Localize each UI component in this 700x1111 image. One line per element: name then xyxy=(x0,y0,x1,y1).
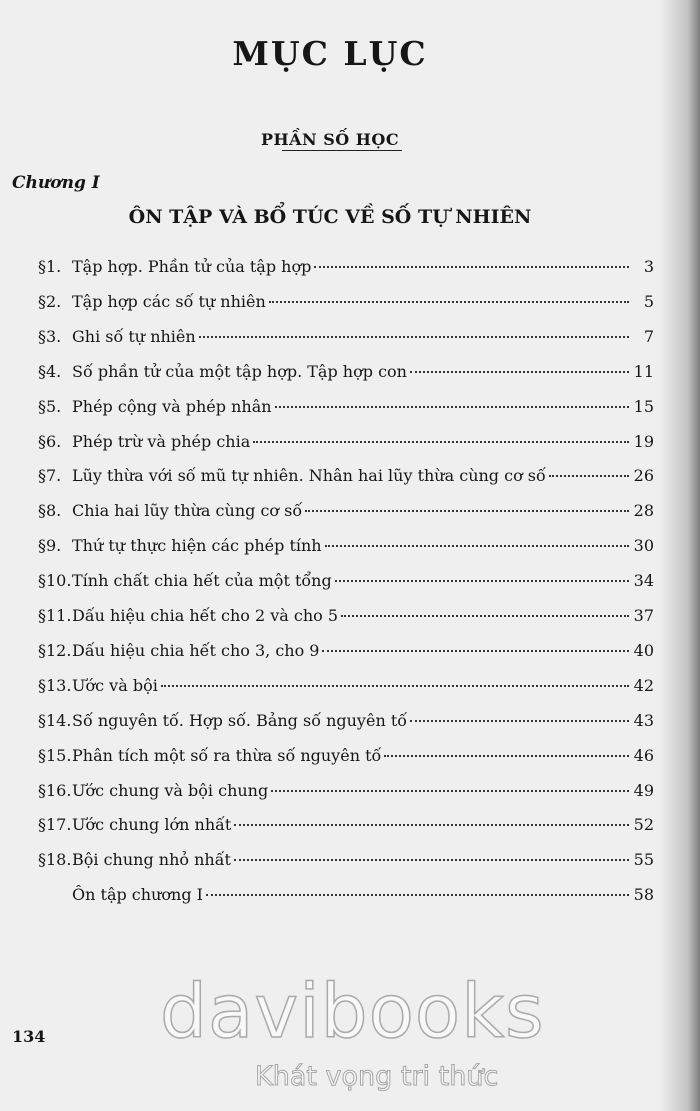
toc-entry-number: §7. xyxy=(38,466,62,485)
toc-row xyxy=(38,324,654,348)
toc-leader-dots xyxy=(271,774,629,792)
toc-entry-number: §12. xyxy=(38,641,72,660)
toc-leader-dots xyxy=(410,355,629,373)
toc-entry-page: 40 xyxy=(633,641,654,660)
toc-entry-title: Thứ tự thực hiện các phép tính xyxy=(72,536,322,555)
toc-entry-title: Dấu hiệu chia hết cho 3, cho 9 xyxy=(72,641,320,660)
toc-entry-page: 49 xyxy=(633,781,654,800)
toc-entry-title: Ghi số tự nhiên xyxy=(72,327,196,346)
toc-entry-page: 3 xyxy=(643,257,654,276)
toc-entry-number: §18. xyxy=(38,850,72,869)
page-number: 134 xyxy=(12,1027,46,1046)
toc-entry-number: §1. xyxy=(38,257,62,276)
toc-entry-number: §16. xyxy=(38,781,72,800)
toc-row xyxy=(38,603,654,627)
toc-entry-number: §17. xyxy=(38,815,72,834)
toc-row xyxy=(38,812,654,836)
toc-row xyxy=(38,778,654,802)
toc-row xyxy=(38,708,654,732)
toc-row xyxy=(38,498,654,522)
toc-entry-number: §15. xyxy=(38,746,72,765)
toc-leader-dots xyxy=(549,459,629,477)
toc-entry-page: 28 xyxy=(633,501,654,520)
toc-row xyxy=(38,568,654,592)
toc-entry-number: §14. xyxy=(38,711,72,730)
toc-leader-dots xyxy=(161,669,629,687)
toc-entry-title: Phép cộng và phép nhân xyxy=(72,397,272,416)
toc-entry-page: 58 xyxy=(633,885,654,904)
toc-entry-number: §13. xyxy=(38,676,72,695)
toc-entry-number: §5. xyxy=(38,397,62,416)
toc-entry-title: Bội chung nhỏ nhất xyxy=(72,850,231,869)
toc-entry-page: 46 xyxy=(633,746,654,765)
toc-row xyxy=(38,847,654,871)
toc-row xyxy=(38,394,654,418)
toc-entry-page: 7 xyxy=(643,327,654,346)
chapter-label: Chương I xyxy=(12,173,100,193)
toc-entry-page: 43 xyxy=(633,711,654,730)
toc-row xyxy=(38,359,654,383)
toc-row xyxy=(38,429,654,453)
toc-leader-dots xyxy=(199,320,629,338)
toc-entry-title: Dấu hiệu chia hết cho 2 và cho 5 xyxy=(72,606,339,625)
toc-entry-number: §2. xyxy=(38,292,62,311)
toc-leader-dots xyxy=(325,529,629,547)
section-heading: PHẦN SỐ HỌC xyxy=(260,130,400,149)
toc-entry-number: §3. xyxy=(38,327,62,346)
toc-entry-page: 52 xyxy=(633,815,654,834)
toc-entry-title: Phân tích một số ra thừa số nguyên tố xyxy=(72,746,382,765)
toc-entry-page: 34 xyxy=(633,571,654,590)
toc-entry-title: Tính chất chia hết của một tổng xyxy=(72,571,332,590)
toc-entry-number: §10. xyxy=(38,571,72,590)
watermark-slogan-text: Khát vọng tri thức xyxy=(255,1061,499,1092)
toc-leader-dots xyxy=(206,878,629,896)
toc-leader-dots xyxy=(234,808,629,826)
toc-entry-title: Ước chung và bội chung xyxy=(72,781,269,800)
toc-entry-title: Số phần tử của một tập hợp. Tập hợp con xyxy=(72,362,407,381)
toc-entry-page: 5 xyxy=(643,292,654,311)
toc-entry-title: Tập hợp các số tự nhiên xyxy=(72,292,266,311)
watermark-slogan xyxy=(255,1060,575,1094)
toc-entry-page: 37 xyxy=(633,606,654,625)
toc-row xyxy=(38,289,654,313)
toc-entry-page: 30 xyxy=(633,536,654,555)
toc-row xyxy=(38,638,654,662)
toc-entry-title: Số nguyên tố. Hợp số. Bảng số nguyên tố xyxy=(72,711,408,730)
watermark-logo xyxy=(160,969,545,1055)
toc-entry-number: §6. xyxy=(38,432,62,451)
page-title: MỤC LỤC xyxy=(232,34,428,73)
toc-entry-title: Ước chung lớn nhất xyxy=(72,815,232,834)
toc-leader-dots xyxy=(322,634,629,652)
toc-row xyxy=(38,673,654,697)
toc-row xyxy=(38,463,654,487)
toc-entry-page: 55 xyxy=(633,850,654,869)
toc-entry-title: Lũy thừa với số mũ tự nhiên. Nhân hai lũy thừa cùng cơ số xyxy=(72,466,546,485)
toc-row xyxy=(38,533,654,557)
toc-entry-title: Chia hai lũy thừa cùng cơ số xyxy=(72,501,303,520)
toc-leader-dots xyxy=(253,425,629,443)
toc-entry-page: 11 xyxy=(633,362,654,381)
toc-entry-page: 42 xyxy=(633,676,654,695)
toc-leader-dots xyxy=(275,390,629,408)
toc-leader-dots xyxy=(305,494,629,512)
page-binding-shadow xyxy=(660,0,700,1111)
toc-leader-dots xyxy=(384,739,629,757)
toc-entry-number: §8. xyxy=(38,501,62,520)
toc-entry-number: §9. xyxy=(38,536,62,555)
toc-leader-dots xyxy=(269,285,629,303)
toc-entry-page: 15 xyxy=(633,397,654,416)
toc-row xyxy=(38,254,654,278)
toc-entry-title: Ước và bội xyxy=(72,676,158,695)
toc-row xyxy=(38,743,654,767)
toc-leader-dots xyxy=(341,599,629,617)
section-underline xyxy=(282,150,402,151)
toc-leader-dots xyxy=(314,250,629,268)
toc-entry-title: Tập hợp. Phần tử của tập hợp xyxy=(72,257,312,276)
toc-entry-page: 26 xyxy=(633,466,654,485)
toc-entry-number: §11. xyxy=(38,606,72,625)
watermark-logo-text: davibooks xyxy=(160,969,545,1055)
toc-entry-number: §4. xyxy=(38,362,62,381)
toc-entry-page: 19 xyxy=(633,432,654,451)
toc-entry-title: Ôn tập chương I xyxy=(72,885,203,904)
toc-leader-dots xyxy=(335,564,629,582)
chapter-title: ÔN TẬP VÀ BỔ TÚC VỀ SỐ TỰ NHIÊN xyxy=(128,206,532,228)
toc-leader-dots xyxy=(410,704,629,722)
toc-entry-title: Phép trừ và phép chia xyxy=(72,432,251,451)
toc-row xyxy=(38,882,654,906)
toc-leader-dots xyxy=(234,843,629,861)
